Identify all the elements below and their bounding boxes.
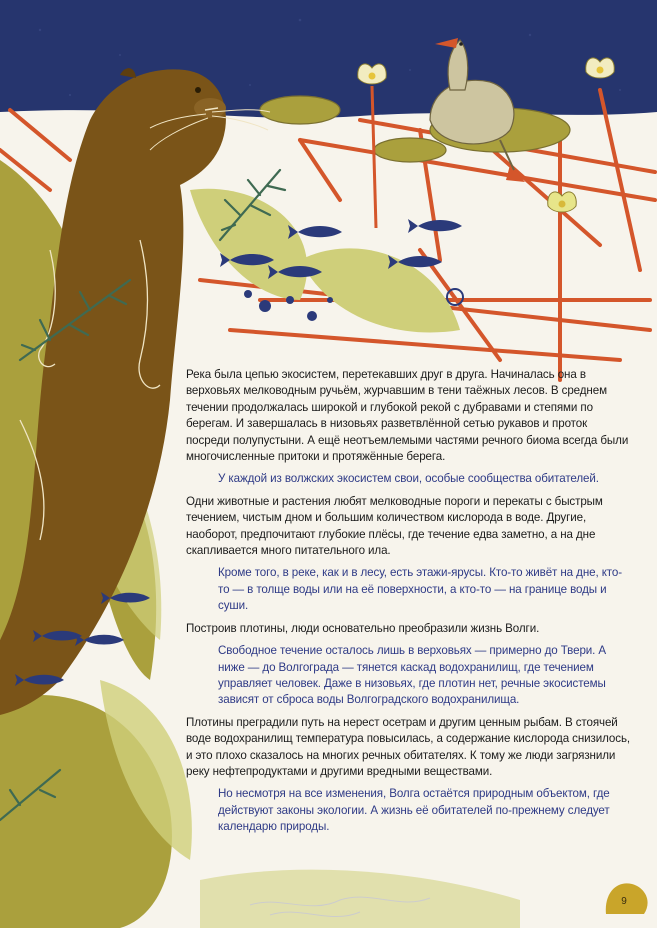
paragraph-impacts: Плотины преградили путь на нерест осетрам и другим ценным рыбам. В стоячей воде водохранилищ температура повысилась, а содержание кислорода снизилось, и это плохо сказалось на многих речных обитателях. К тому же люди загрязнили реку нефтепродуктами и другими вредными веществами. (186, 715, 631, 778)
page-number: 9 (621, 895, 627, 907)
paragraph-communities: У каждой из волжских экосистем свои, особые сообщества обитателей. (218, 472, 599, 486)
paragraph-habitats: Одни животные и растения любят мелководные пороги и перекаты с быстрым течением, чистым дном и большим количеством кислорода в воде. Другие, наоборот, предпочитают глубокие плёсы, где течение едва заметно, а на дне скапливается много питательного ила. (186, 494, 603, 558)
paragraph-tiers: Кроме того, в реке, как и в лесу, есть этажи-ярусы. Кто-то живёт на дне, кто-то — в толще воды или на её поверхности, а кто-то — на границе воды и суши. (218, 566, 622, 613)
paragraph-conclusion: Но несмотря на все изменения, Волга остаётся природным объектом, где действуют законы экологии. А жизнь её обитателей по-прежнему следует календарю природы. (218, 787, 610, 834)
paragraph-ecosystem-chain: Река была цепью экосистем, перетекавших друг в друга. Начиналась она в верховьях мелководным ручьём, журчавшим в тени таёжных лесов. В среднем течении продолжалась широкой и глубокой рекой с дубравами и степями по берегам. И завершалась в низовьях разветвлённой сетью рукавов и проток посреди полупустыни. А ещё неотъемлемыми частями речного биома всегда были многочисленные притоки и протяжённые берега. (186, 368, 629, 464)
paragraph-dams: Построив плотины, люди основательно преобразили жизнь Волги. (186, 621, 540, 635)
article-text (186, 367, 632, 842)
paragraph-reservoirs: Свободное течение осталось лишь в верховьях — примерно до Твери. А ниже — до Волгограда — тянется каскад водохранилищ, где течением управляет человек. Даже в низовьях, где плотин нет, речные экосистемы зависят от сброса воды Волгоградского водохранилища. (218, 644, 607, 707)
